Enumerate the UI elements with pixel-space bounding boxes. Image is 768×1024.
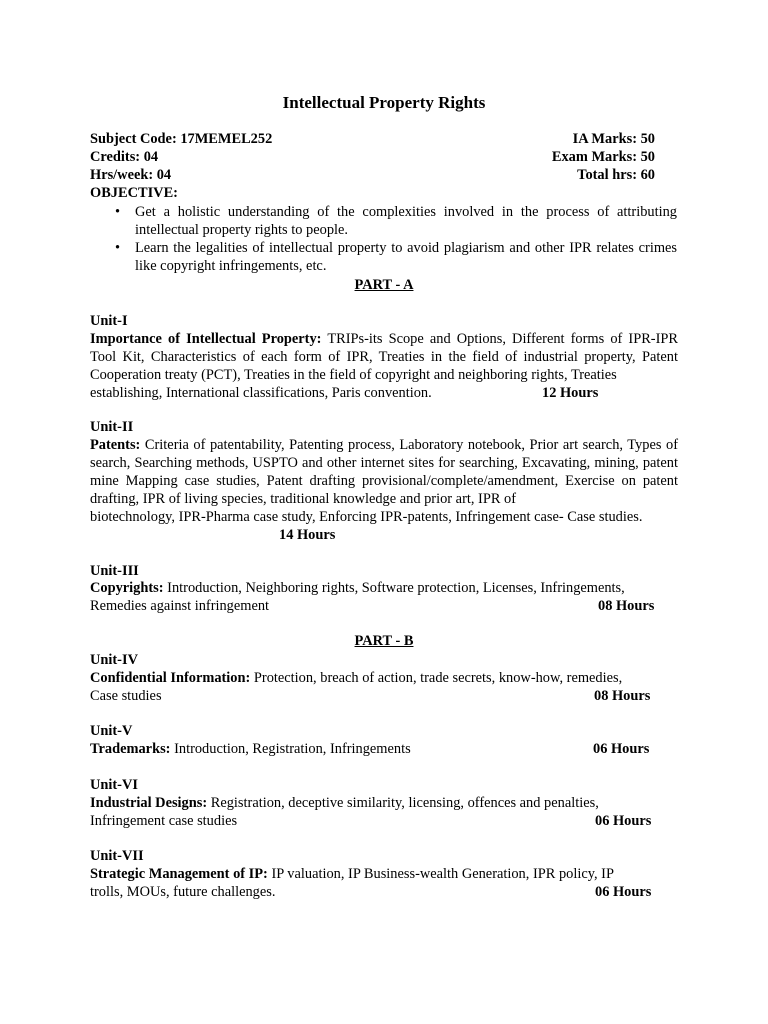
unit-topic: Patents: [90, 437, 141, 453]
unit-hours: 06 Hours [593, 741, 650, 757]
bullet-icon: • [115, 240, 121, 256]
unit-label: Unit-IV [90, 652, 138, 668]
unit-description [90, 865, 678, 883]
objective-item: Get a holistic understanding of the complexities involved in the process of attributing intellectual property rights to people. [135, 204, 677, 238]
unit-hours: 08 Hours [594, 688, 651, 704]
exam-marks: Exam Marks: 50 [551, 149, 655, 165]
unit-description [90, 436, 678, 508]
unit-hours: 06 Hours [595, 813, 652, 829]
unit-hours: 06 Hours [595, 884, 652, 900]
unit-label: Unit-VI [90, 777, 138, 793]
unit-body: Registration, deceptive similarity, licensing, offences and penalties, [207, 795, 599, 811]
unit-body: TRIPs-its Scope and Options, Different forms of IPR-IPR Tool Kit, Characteristics of each form of IPR, Treaties in the field of industrial property, Patent Cooperation treaty (PCT), Treaties in the field of copyright and neighboring rights, Treaties [90, 331, 678, 383]
unit-description [90, 330, 678, 384]
unit-description [90, 740, 411, 758]
unit-topic: Importance of Intellectual Property: [90, 331, 322, 347]
bullet-icon: • [115, 204, 121, 220]
unit-topic: Industrial Designs: [90, 795, 208, 811]
objective-item: Learn the legalities of intellectual property to avoid plagiarism and other IPR relates crimes like copyright infringements, etc. [135, 240, 677, 274]
part-b-heading: PART - B [354, 633, 414, 649]
unit-topic: Trademarks: [90, 741, 171, 757]
page-title: Intellectual Property Rights [282, 93, 486, 112]
unit-topic: Strategic Management of IP: [90, 866, 268, 882]
unit-body: IP valuation, IP Business-wealth Generation, IPR policy, IP [267, 866, 614, 882]
unit-body: Protection, breach of action, trade secrets, know-how, remedies, [250, 670, 623, 686]
unit-topic: Confidential Information: [90, 670, 251, 686]
unit-body: Introduction, Registration, Infringements [170, 741, 411, 757]
unit-body-last-line: Remedies against infringement [90, 598, 270, 614]
credits: Credits: 04 [90, 149, 159, 165]
ia-marks: IA Marks: 50 [572, 131, 655, 147]
unit-hours: 12 Hours [542, 385, 599, 401]
total-hours: Total hrs: 60 [577, 167, 655, 183]
unit-label: Unit-VII [90, 848, 144, 864]
unit-label: Unit-I [90, 313, 128, 329]
unit-label: Unit-II [90, 419, 134, 435]
unit-description [90, 669, 678, 687]
unit-hours: 14 Hours [279, 527, 336, 543]
unit-description [90, 579, 678, 597]
unit-label: Unit-III [90, 563, 139, 579]
unit-label: Unit-V [90, 723, 133, 739]
part-a-heading: PART - A [354, 277, 414, 293]
subject-code: Subject Code: 17MEMEL252 [90, 131, 273, 147]
unit-body-last-line: Infringement case studies [90, 813, 238, 829]
objective-heading: OBJECTIVE: [90, 185, 178, 201]
unit-body: Criteria of patentability, Patenting process, Laboratory notebook, Prior art search, Types of search, Searching methods, USPTO and other internet sites for searching, Excavating, mining, patent mine Mapping case studies, Patent drafting provisional/complete/amendment, Exercise on patent drafting, IPR of living species, traditional knowledge and prior art, IPR of [90, 437, 678, 507]
unit-description [90, 794, 678, 812]
unit-body: Introduction, Neighboring rights, Software protection, Licenses, Infringements, [163, 580, 625, 596]
unit-body-last-line: biotechnology, IPR-Pharma case study, Enforcing IPR-patents, Infringement case- Case studies. [90, 509, 643, 525]
unit-body-last-line: establishing, International classifications, Paris convention. [90, 385, 432, 401]
unit-body-last-line: trolls, MOUs, future challenges. [90, 884, 276, 900]
unit-body-last-line: Case studies [90, 688, 162, 704]
unit-hours: 08 Hours [598, 598, 655, 614]
unit-topic: Copyrights: [90, 580, 164, 596]
hours-per-week: Hrs/week: 04 [90, 167, 172, 183]
